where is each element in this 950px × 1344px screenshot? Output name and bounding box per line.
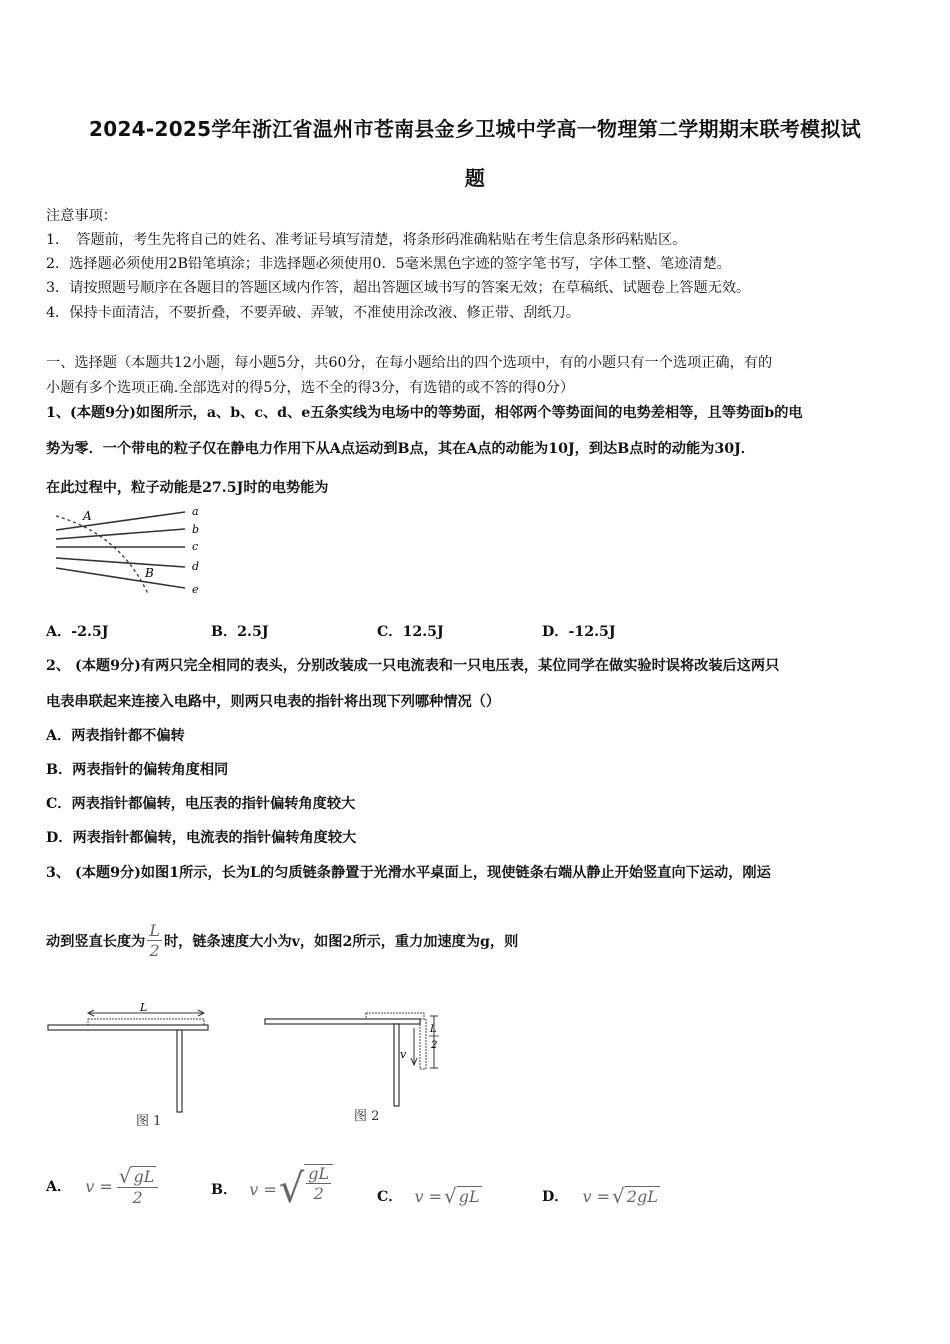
q3-figure-2 xyxy=(262,1000,452,1135)
formula-lhs: v = xyxy=(249,1179,277,1199)
q1-option-b[interactable]: B．2.5J xyxy=(211,624,269,640)
square-root: √ $\frac{gL}{2}$ xyxy=(279,1164,333,1214)
formula xyxy=(249,1164,333,1214)
equipotential-line-d xyxy=(56,558,185,567)
half-length-den: 2 xyxy=(431,1040,438,1051)
formula-lhs: v = xyxy=(582,1186,611,1206)
length-label: L xyxy=(140,1001,148,1014)
equipotential-line-b xyxy=(56,529,185,539)
equipotential-line-a xyxy=(56,512,185,530)
table-top xyxy=(48,1025,208,1030)
fraction-denominator: 2 xyxy=(149,940,160,960)
page-title-continued: 题 xyxy=(464,166,486,190)
line-label-e: e xyxy=(192,583,199,596)
point-a-label: A xyxy=(83,509,92,523)
formula: v = √ 2gL xyxy=(582,1184,658,1208)
table-leg xyxy=(394,1024,399,1106)
formula xyxy=(85,1166,158,1207)
notice-item: 4．保持卡面清洁，不要折叠，不要弄破、弄皱，不准使用涂改液、修正带、刮纸刀。 xyxy=(46,305,580,321)
notice-item: 1． 答题前，考生先将自己的姓名、准考证号填写清楚，将条形码准确粘贴在考生信息条形码粘贴区。 xyxy=(46,232,687,248)
q2-option-d[interactable]: D．两表指针都偏转，电流表的指针偏转角度较大 xyxy=(46,830,357,846)
q3-option-b[interactable] xyxy=(211,1164,333,1214)
half-length-num: L xyxy=(430,1024,437,1035)
q2-option-c[interactable]: C．两表指针都偏转，电压表的指针偏转角度较大 xyxy=(46,796,356,812)
q3-text-prefix: 动到竖直长度为 xyxy=(46,933,146,950)
notice-heading: 注意事项： xyxy=(46,208,117,224)
notice-item: 2．选择题必须使用2B铅笔填涂；非选择题必须使用0．5毫米黑色字迹的签字笔书写，字体工整、笔迹清楚。 xyxy=(46,256,731,272)
q2-option-a[interactable]: A．两表指针都不偏转 xyxy=(46,728,185,744)
equipotential-line-e xyxy=(56,568,185,588)
q2-option-b[interactable]: B．两表指针的偏转角度相同 xyxy=(46,762,229,778)
q1-text: 在此过程中，粒子动能是27.5J时的电势能为 xyxy=(46,480,329,496)
chain xyxy=(88,1019,204,1025)
denominator: 2 xyxy=(313,1183,324,1203)
radicand: gL xyxy=(308,1164,330,1183)
line-label-a: a xyxy=(192,505,199,518)
line-label-d: d xyxy=(192,560,200,573)
figure-2-caption: 图 2 xyxy=(354,1109,380,1124)
line-label-c: c xyxy=(192,540,199,553)
q1-option-a[interactable]: A．-2.5J xyxy=(46,624,109,640)
chain-horizontal xyxy=(366,1013,424,1019)
notice-item: 3．请按照题号顺序在各题目的答题区域内作答，超出答题区域书写的答案无效；在草稿纸、试题卷上答题无效。 xyxy=(46,280,751,296)
q3-figure-1 xyxy=(44,1000,214,1135)
option-letter: B． xyxy=(211,1182,238,1198)
half-length-fraction xyxy=(147,922,162,960)
q3-text: 3、 (本题9分)如图1所示，长为L的匀质链条静置于光滑水平桌面上，现使链条右端从静止开始竖直向下运动，刚运 xyxy=(46,865,771,881)
q2-text: 2、 (本题9分)有两只完全相同的表头，分别改装成一只电流表和一只电压表，某位同学在做实验时误将改装后这两只 xyxy=(46,658,780,674)
radicand: 2gL xyxy=(626,1187,658,1206)
q3-text xyxy=(46,922,518,960)
fraction-numerator: L xyxy=(149,921,160,940)
figure-1-caption: 图 1 xyxy=(136,1114,162,1129)
q1-option-c[interactable]: C．12.5J xyxy=(377,624,444,640)
option-letter: D． xyxy=(542,1189,569,1206)
q3-option-d[interactable] xyxy=(542,1186,660,1206)
chain-vertical xyxy=(420,1019,426,1069)
section-heading-continued: 小题有多个选项正确.全部选对的得5分，选不全的得3分，有选错的或不答的得0分） xyxy=(46,380,575,396)
section-heading: 一、选择题（本题共12小题，每小题5分，共60分，在每小题给出的四个选项中，有的小题只有一个选项正确，有的 xyxy=(46,355,773,371)
fraction: √ gL 2 xyxy=(117,1166,159,1207)
formula-lhs: v = xyxy=(414,1186,443,1206)
velocity-label: v xyxy=(400,1048,407,1061)
option-letter: C． xyxy=(377,1189,403,1206)
q1-option-d[interactable]: D．-12.5J xyxy=(542,624,616,640)
page-title: 2024-2025学年浙江省温州市苍南县金乡卫城中学高一物理第二学期期末联考模拟试 xyxy=(89,117,861,141)
q3-text-suffix: 时，链条速度大小为v，如图2所示，重力加速度为g，则 xyxy=(163,933,519,950)
formula-lhs: v = xyxy=(85,1176,113,1196)
radicand: gL xyxy=(133,1167,155,1186)
q3-option-c[interactable] xyxy=(377,1186,482,1206)
line-label-b: b xyxy=(192,523,200,536)
denominator: 2 xyxy=(132,1187,143,1207)
table-top xyxy=(265,1019,420,1024)
q2-text: 电表串联起来连接入电路中，则两只电表的指针将出现下列哪种情况（） xyxy=(46,694,501,710)
q1-equipotential-figure xyxy=(50,500,210,600)
option-letter: A． xyxy=(46,1179,72,1196)
q1-text: 势为零．一个带电的粒子仅在静电力作用下从A点运动到B点，其在A点的动能为10J，到达B点时的动能为30J． xyxy=(46,441,755,457)
q3-option-a[interactable] xyxy=(46,1166,158,1207)
radicand: gL xyxy=(458,1187,480,1206)
table-leg xyxy=(177,1030,182,1112)
point-b-label: B xyxy=(145,566,154,580)
q1-text: 1、(本题9分)如图所示，a、b、c、d、e五条实线为电场中的等势面，相邻两个等势面间的电势差相等，且等势面b的电 xyxy=(46,405,803,421)
formula: v = √ gL xyxy=(414,1184,480,1208)
